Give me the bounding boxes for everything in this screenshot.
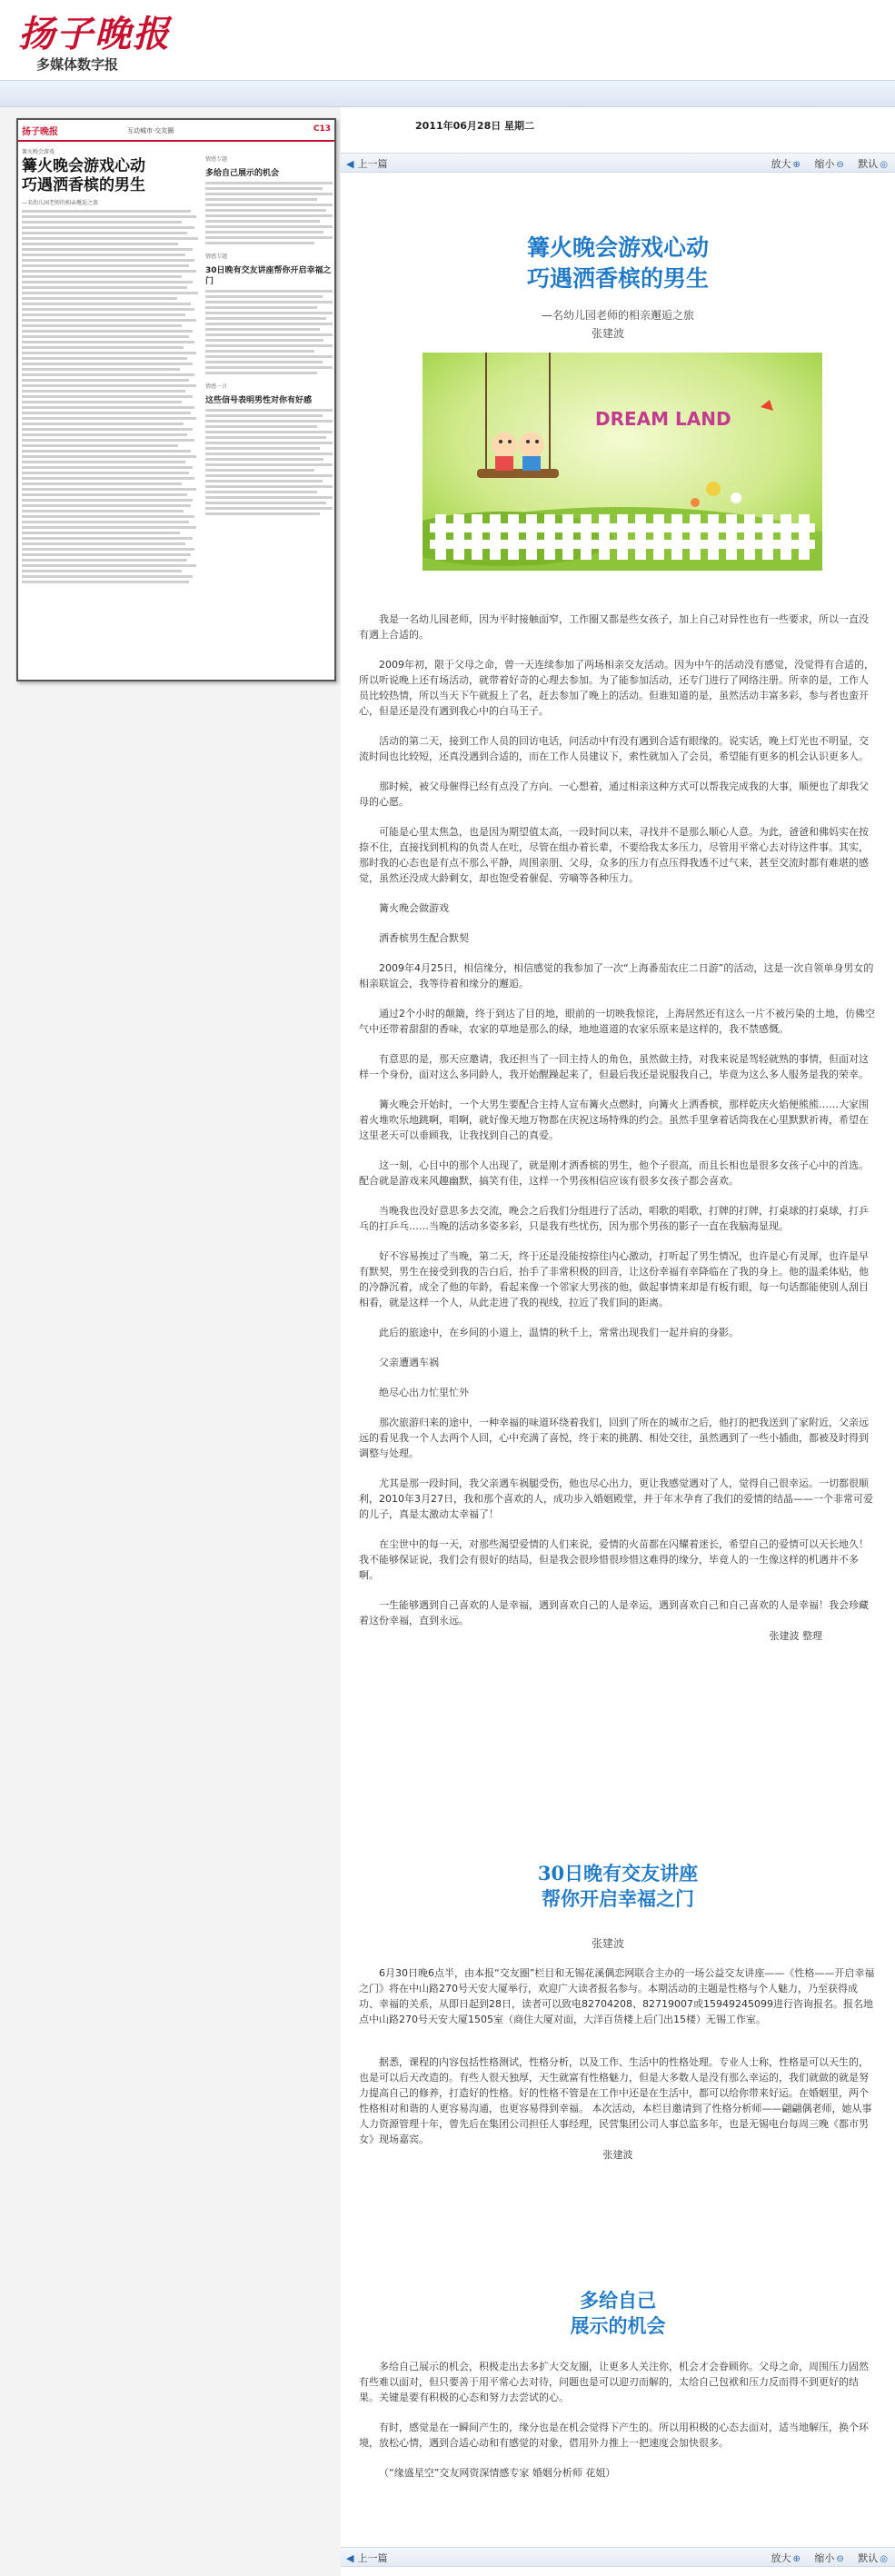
zoom-out-icon: ⊖ (836, 160, 844, 170)
thumbnail-side-title-2[interactable]: 30日晚有交友讲座帮你开启幸福之门 (205, 266, 332, 286)
header-bar (0, 80, 895, 107)
article1-signature: 张建波 整理 (769, 1630, 822, 1642)
thumbnail-section: 互动城市·交友圈 (127, 127, 174, 134)
article1-paragraph: 活动的第二天，接到工作人员的回访电话，问活动中有没有遇到合适有眼缘的。说实话，晚上灯光也不明显，交流时间也比较短，还真没遇到合适的，而在工作人员建议下，索性就加入了会员，希望能有更多的机会认识更多人。 (359, 735, 869, 762)
site-subtitle: 多媒体数字报 (36, 56, 119, 73)
thumbnail-side-column (205, 147, 333, 518)
article1-paragraph: 通过2个小时的颠簸，终于到达了目的地，眼前的一切映我惊诧，上海居然还有这么一片不被污染的土地，仿佛空气中还带着甜甜的香味，农家的草地是那么的绿，地地道道的农家乐原来是这样的，我不禁感慨。 (359, 1008, 875, 1035)
prev-article-label: 上一篇 (357, 2552, 388, 2564)
zoom-out-icon: ⊖ (836, 2554, 844, 2564)
zoom-default-label: 默认 (858, 2552, 879, 2564)
zoom-out-button[interactable] (809, 158, 843, 170)
page-thumbnail[interactable] (16, 118, 336, 681)
reset-icon: ◎ (880, 160, 888, 170)
article1-subheading: 篝火晚会做游戏 (379, 902, 449, 914)
article1-illustration (423, 353, 822, 571)
article1-subheading: 父亲遭遇车祸 (379, 1357, 439, 1368)
arrow-left-icon: ◀ (346, 2552, 354, 2564)
article2-author: 张建波 (592, 1937, 625, 1950)
zoom-default-button[interactable] (852, 158, 888, 170)
thumbnail-logo: 扬子晚报 (22, 127, 58, 137)
article3-title-line1: 多给自己 (580, 2289, 656, 2312)
article1-title-line1: 篝火晚会游戏心动 (526, 234, 709, 261)
illustration-text: DREAM LAND (595, 408, 731, 430)
site-logo[interactable]: 扬子晚报 (18, 13, 171, 55)
thumbnail-side-title-3[interactable]: 这些信号表明男性对你有好感 (205, 396, 313, 405)
article2-paragraph: 6月30日晚6点半，由本报“交友圈”栏目和无锡花溪偶恋网联合主办的一场公益交友讲座——《性格——开启幸福之门》将在中山路270号天安大厦举行，欢迎广大读者报名参与。本期活动的主题是性格与个人魅力，乃至获得成功、幸福的关系，从即日起到28日，读者可以致电82704208、82719007或15949245099进行咨询报名。报名地点中山路270号天安大厦1505室（商住大厦对面，大洋百货楼上后门出15楼）无锡工作室。 (359, 1967, 875, 2025)
article1-subheading: 洒香槟男生配合默契 (379, 932, 469, 944)
thumbnail-page-number: C13 (313, 124, 331, 134)
zoom-in-icon: ⊕ (792, 2554, 801, 2564)
article1-paragraph: 在尘世中的每一天，对那些渴望爱情的人们来说，爱情的火苗都在闪耀着迷长，希望自己的爱情可以天长地久！我不能够保证说，我们会有很好的结局，但是我会很珍惜很珍惜这难得的缘分，毕竟人的一生像这样的机遇并不多啊。 (359, 1538, 869, 1581)
article1-paragraph: 一生能够遇到自己喜欢的人是幸福，遇到喜欢自己的人是幸运，遇到喜欢自己和自己喜欢的人是幸福！我会珍藏着这份幸福，直到永远。 (359, 1599, 869, 1626)
issue-date: 2011年06月28日 星期二 (415, 120, 535, 132)
arrow-left-icon: ◀ (346, 158, 354, 170)
prev-article-link-bottom[interactable] (346, 2551, 387, 2565)
zoom-in-icon: ⊕ (792, 160, 801, 170)
zoom-out-label: 缩小 (814, 158, 835, 170)
article1-paragraph: 可能是心里太焦急，也是因为期望值太高，一段时间以来，寻找并不是那么顺心人意。为此，爸爸和佛妈实在按捺不住，直接找到机构的负责人在吐，尽管在组办着长辈，不要给我太多压力，尽管用平常心去对待这件事。其实，那时我的心态也是有点不那么平静，周围亲朋、父母，众多的压力有点压得我透不过气来，甚至交流时都有难堪的感觉，虽然还没成大龄剩女，却也饱受着催促、劳嘀等各种压力。 (359, 826, 869, 884)
thumbnail-header (18, 120, 334, 142)
top-toolbar (341, 153, 895, 173)
thumbnail-title-line2: 巧遇洒香槟的男生 (22, 176, 145, 194)
thumbnail-side-kicker-2: 情感专题 (205, 254, 228, 260)
zoom-out-label: 缩小 (814, 2552, 835, 2564)
thumbnail-main-article[interactable] (22, 147, 200, 586)
zoom-default-button[interactable] (852, 2552, 888, 2564)
article1-paragraph: 2009年初，限于父母之命，曾一天连续参加了两场相亲交友活动。因为中午的活动没有感觉，没觉得有合适的，所以听说晚上还有场活动，就带着好奇的心理去参加。为了能参加活动，还专门进行了网络注册。所幸的是，工作人员比较热情，所以当天下午就报上了名，赶去参加了晚上的活动。但谁知道的是，虽然活动丰富多彩，参与者也蛮开心，但是还是没有遇到我心中的白马王子。 (359, 659, 874, 717)
article3-body (359, 2359, 877, 2495)
article1-paragraph: 当晚我也没好意思多去交流，晚会之后我们分组进行了活动，唱歌的唱歌，打牌的打牌，打桌球的打桌球，打乒乓的打乒乓……当晚的活动多姿多彩，只是我有些忧伤，因为那个男孩的影子一直在我脑海显现。 (359, 1205, 869, 1232)
thumbnail-subtitle: —名幼儿园老师的相亲邂逅之旅 (22, 200, 99, 206)
article2-signature: 张建波 (602, 2149, 633, 2161)
zoom-in-button[interactable] (765, 158, 800, 170)
article1-paragraph: 有意思的是，那天应邀请，我还担当了一回主持人的角色，虽然做主持，对我来说是驾轻就熟的事情，但面对这样一个身份，面对这么多同龄人，我开始醒躁起来了，但最后我还是说服我自己，毕竟为这么多人服务是我的荣幸。 (359, 1053, 869, 1080)
zoom-controls-bottom (760, 2551, 888, 2565)
reset-icon: ◎ (880, 2554, 888, 2564)
article3-paragraph: 多给自己展示的机会，积极走出去多扩大交友圈，让更多人关注你，机会才会眷顾你。父母之命，周围压力固然有些难以面对，但只要善于用平常心去对待，问题也是可以迎刃而解的，太给自己包袱和压力反而得不到更好的结果。关键是要有积极的心态和努力去尝试的心。 (359, 2361, 869, 2403)
article1-title-line2: 巧遇洒香槟的男生 (526, 265, 709, 292)
article1-paragraph: 这一刻，心目中的那个人出现了，就是刚才洒香槟的男生，他个子很高，而且长相也是很多女孩子心中的首选。配合就是游戏来风趣幽默，搞笑有佳，这样一个男孩相信应该有很多女孩子都会喜欢。 (359, 1159, 869, 1187)
article1-paragraph: 那时候，被父母催得已经有点没了方向。一心想着，通过相亲这种方式可以帮我完成我的大事，顺便也了却我父母的心愿。 (359, 781, 869, 808)
zoom-in-button[interactable] (765, 2552, 800, 2564)
prev-article-link[interactable] (346, 156, 387, 171)
article1-paragraph: 好不容易挨过了当晚，第二天，终于还是没能按捺住内心激动，打听起了男生情况，也许是心有灵犀，也许是早有默契，男生在接受到我的告白后，抬手了非常积极的回音，让这份幸福有幸降临在了我的身上。他的温柔体贴，他的冷静沉着，成全了他的年龄，看起来像一个邻家大男孩的他，做起事情来却是有板有眼，每一句话都能使别人刮目相看，就是这样一个人，从此走进了我的视线，拉近了我们间的距离。 (359, 1250, 869, 1308)
article3-paragraph: 有时，感觉是在一瞬间产生的，缘分也是在机会觉得下产生的。所以用积极的心态去面对，适当地解压，换个环境，放松心情，遇到合适心动和有感觉的对象，借用外力推上一把速度会加快很多。 (359, 2422, 869, 2449)
article1-author: 张建波 (592, 327, 625, 340)
article3-title-line2: 展示的机会 (570, 2314, 666, 2337)
article2-title-line1: 30日晚有交友讲座 (537, 1862, 699, 1885)
zoom-in-label: 放大 (771, 158, 791, 170)
article1-paragraph: 篝火晚会开始时，一个大男生要配合主持人宣布篝火点燃时，向篝火上洒香槟，那样乾庆火焰便熊熊……大家围着火堆吹乐地跳啊，唱啊，就好像天地万物都在庆祝这场特殊的约会。虽然手里拿着话筒我在心里默默祈祷，希望在这里老天可以垂顾我，让我找到自己的真爱。 (359, 1099, 869, 1141)
article-area (341, 107, 895, 2576)
thumbnail-title-line1: 篝火晚会游戏心动 (22, 157, 145, 175)
article1-paragraph: 2009年4月25日，相信缘分，相信感觉的我参加了一次“上海番茄农庄二日游”的活动，这是一次自领单身男女的相亲联谊会，我等待着和缘分的邂逅。 (359, 962, 874, 990)
article1-paragraph: 我是一名幼儿园老师，因为平时接触面窄，工作圈又都是些女孩子，加上自己对异性也有一些要求，所以一直没有遇上合适的。 (359, 613, 869, 641)
thumbnail-text-lines (22, 210, 200, 583)
thumbnail-side-kicker-1: 情感专题 (205, 156, 228, 163)
dreamland-illustration (423, 353, 822, 571)
article1-subheading: 绝尽心出力忙里忙外 (379, 1387, 469, 1398)
zoom-in-label: 放大 (771, 2552, 791, 2564)
thumbnail-side-title-1[interactable]: 多给自己展示的机会 (205, 169, 280, 178)
zoom-default-label: 默认 (858, 158, 879, 170)
article2-paragraph: 据悉，课程的内容包括性格测试，性格分析，以及工作、生活中的性格处理。专业人士称，性格是可以天生的，也是可以后天改造的。有些人很天独厚，天生就富有性格魅力，但是大多数人是没有那么幸运的，我们就做的就是努力提高自己的修养，打造好的性格。好的性格不管是在工作中还是在生活中，都可以给你带来好运。在婚姻里，两个性格相对和谐的人更容易沟通，也更容易得到幸福。 本次活动，本栏目邀请到了性格分析师——翩翩偶老师，她从事人力资源管理十年，曾先后在集团公司担任人事经理，民营集团公司人事总监多年，也是无锡电台每周三晚《都市男女》现场嘉宾。 (359, 2056, 872, 2145)
article1-subtitle: —名幼儿园老师的相亲邂逅之旅 (541, 309, 694, 322)
article1-paragraph: 那次旅游归来的途中，一种幸福的味道环绕着我们，回到了所在的城市之后，他打的把我送到了家附近，父亲远远的看见我一个人去两个人回，心中充满了喜悦，终于来的挑鹊、相处交往，虽然遇到了一些小插曲，都被及时得到调整与处理。 (359, 1417, 869, 1459)
article2-body (359, 1965, 877, 2163)
article2-title-line2: 帮你开启幸福之门 (542, 1887, 694, 1910)
site-header (0, 0, 895, 84)
zoom-controls (760, 156, 888, 171)
prev-article-label: 上一篇 (357, 158, 388, 170)
article1-paragraph: 尤其是那一段时间，我父亲遇车祸腿受伤，他也尽心出力，更让我感觉遇对了人，觉得自己很幸运。一切都很顺利，2010年3月27日，我和那个喜欢的人，成功步入婚姻殿堂，并于年末孕育了我们的爱情的结晶——一个非常可爱的儿子，真是太激动太幸福了！ (359, 1477, 873, 1520)
thumbnail-kicker: 篝火晚会游戏 (22, 149, 55, 155)
bottom-toolbar (341, 2547, 895, 2567)
zoom-out-button[interactable] (809, 2552, 843, 2564)
thumbnail-side-kicker-3: 情感一言 (205, 383, 228, 390)
left-panel (0, 107, 341, 2576)
article3-paragraph: （“缘盛星空”交友网资深情感专家 婚姻分析师 花姐） (379, 2467, 616, 2479)
article1-body (359, 612, 877, 1644)
article1-paragraph: 此后的旅途中，在乡间的小道上，温情的秋千上，常常出现我们一起并肩的身影。 (379, 1327, 739, 1338)
